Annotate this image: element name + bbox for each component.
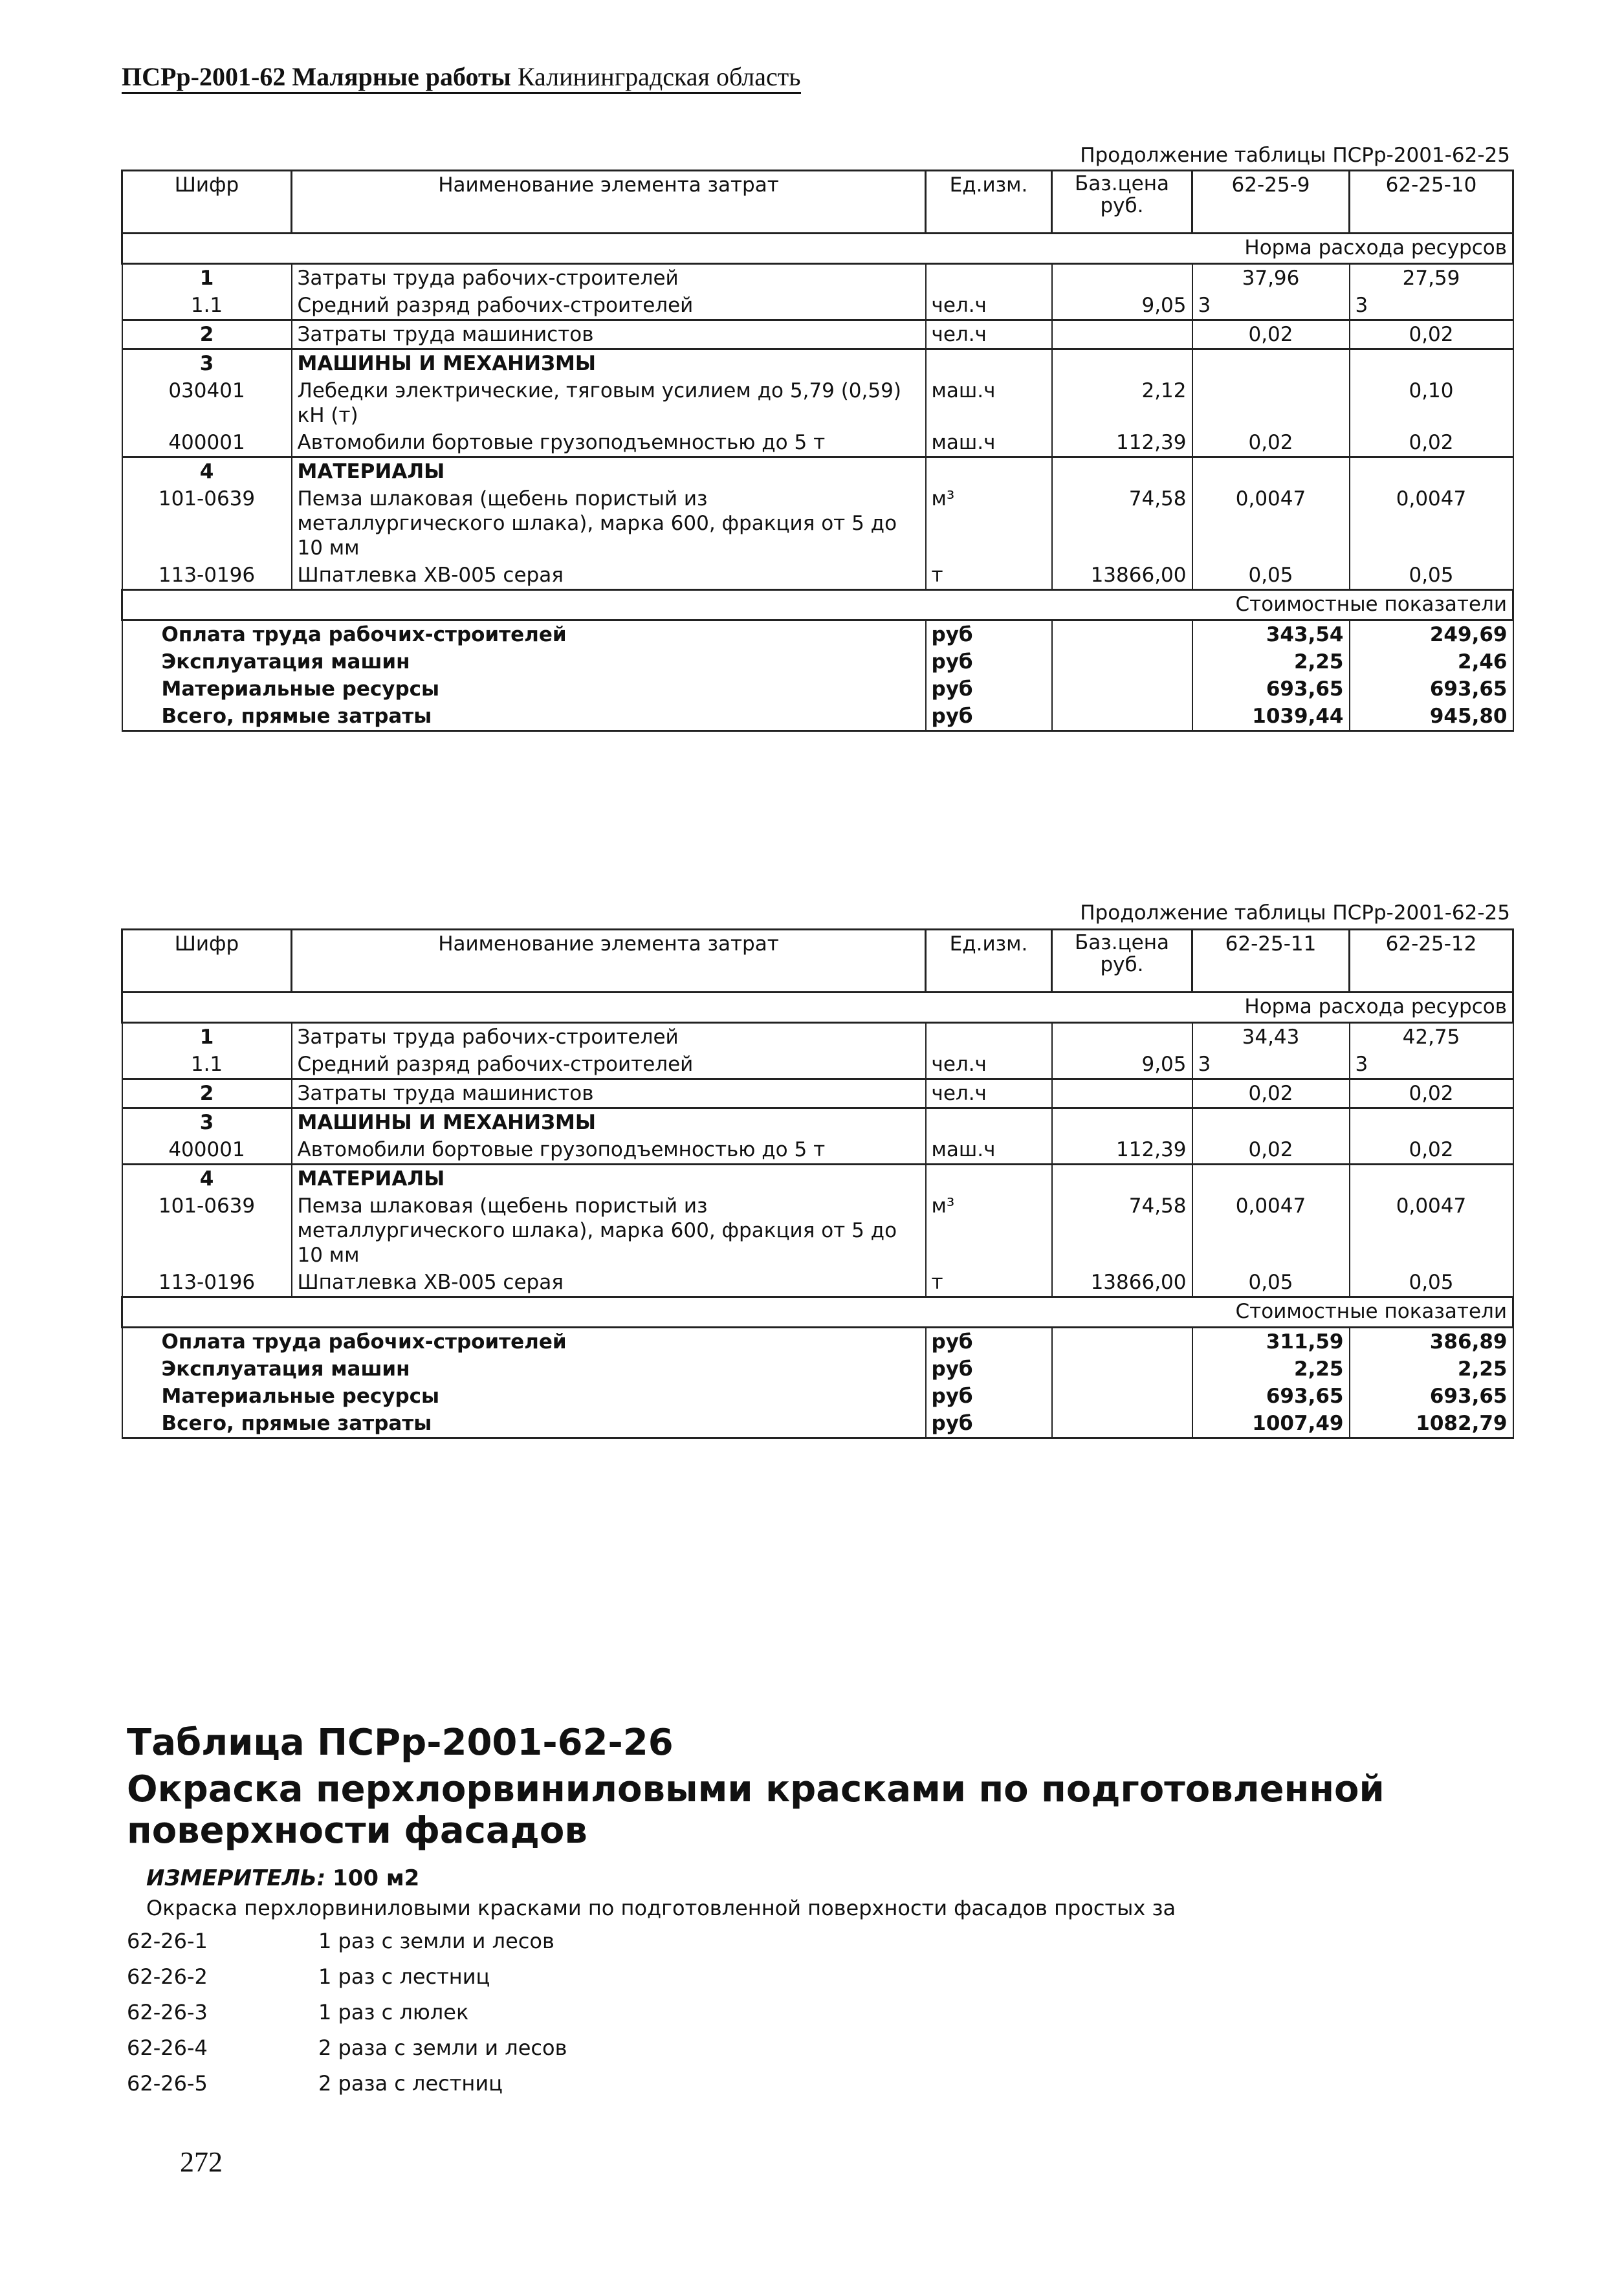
section-row — [122, 457, 1513, 486]
measure-label: ИЗМЕРИТЕЛЬ: — [146, 1865, 326, 1891]
total-row — [122, 675, 1513, 703]
total-value-a: 311,59 — [1192, 1328, 1350, 1356]
row-price — [1052, 1023, 1192, 1051]
row-code: 113-0196 — [122, 1269, 292, 1297]
row-name: Средний разряд рабочих-строителей — [292, 1051, 926, 1079]
table-row — [122, 1023, 1513, 1051]
row-price: 74,58 — [1052, 1192, 1192, 1269]
table-row — [122, 562, 1513, 590]
row-price: 13866,00 — [1052, 562, 1192, 590]
item-code: 62-26-5 — [127, 2071, 208, 2096]
table-subtitle-line2: поверхности фасадов — [127, 1810, 587, 1852]
col-header-b: 62-25-10 — [1350, 171, 1513, 234]
col-header-unit: Ед.изм. — [926, 171, 1052, 234]
total-unit: руб — [926, 1383, 1052, 1410]
row-unit: чел.ч — [926, 320, 1052, 349]
total-value-a: 2,25 — [1192, 1355, 1350, 1383]
section-row — [122, 1165, 1513, 1193]
table-row — [122, 377, 1513, 429]
row-value-b: 0,05 — [1350, 562, 1513, 590]
total-value-a: 1007,49 — [1192, 1410, 1350, 1438]
measure-line — [146, 1865, 419, 1891]
total-name: Эксплуатация машин — [122, 648, 926, 675]
row-name: МАШИНЫ И МЕХАНИЗМЫ — [292, 1108, 926, 1137]
total-row — [122, 703, 1513, 731]
row-value-a: 0,0047 — [1192, 1192, 1350, 1269]
row-unit: м³ — [926, 1192, 1052, 1269]
header-region: Калининградская область — [517, 62, 801, 91]
item-text: 1 раз с лестниц — [318, 1964, 490, 1989]
row-value-a: 0,0047 — [1192, 485, 1350, 562]
total-row — [122, 1410, 1513, 1438]
row-code: 101-0639 — [122, 1192, 292, 1269]
row-value-a — [1192, 377, 1350, 429]
list-item — [127, 1964, 567, 1999]
row-code: 1 — [122, 264, 292, 292]
continuation-label-2: Продолжение таблицы ПСРр-2001-62-25 — [1080, 901, 1510, 925]
total-unit: руб — [926, 675, 1052, 703]
table-row — [122, 1051, 1513, 1079]
row-value-a: 0,02 — [1192, 1136, 1350, 1165]
item-code: 62-26-3 — [127, 2000, 208, 2024]
total-row — [122, 648, 1513, 675]
total-value-b: 2,46 — [1350, 648, 1513, 675]
row-price — [1052, 264, 1192, 292]
continuation-label-1: Продолжение таблицы ПСРр-2001-62-25 — [1080, 144, 1510, 167]
total-name: Всего, прямые затраты — [122, 1410, 926, 1438]
total-value-b: 693,65 — [1350, 1383, 1513, 1410]
page-number: 272 — [180, 2146, 223, 2178]
total-unit: руб — [926, 1355, 1052, 1383]
total-value-a: 343,54 — [1192, 620, 1350, 649]
section-row — [122, 349, 1513, 378]
row-code: 4 — [122, 457, 292, 486]
row-price: 112,39 — [1052, 1136, 1192, 1165]
row-unit — [926, 264, 1052, 292]
row-value-b: 42,75 — [1350, 1023, 1513, 1051]
row-price: 112,39 — [1052, 429, 1192, 457]
total-value-b: 693,65 — [1350, 675, 1513, 703]
row-name: Затраты труда рабочих-строителей — [292, 1023, 926, 1051]
item-text: 1 раз с земли и лесов — [318, 1929, 554, 1953]
table-row — [122, 1192, 1513, 1269]
total-value-a: 1039,44 — [1192, 703, 1350, 731]
row-unit: м³ — [926, 485, 1052, 562]
row-value-b: 0,05 — [1350, 1269, 1513, 1297]
total-value-a: 2,25 — [1192, 648, 1350, 675]
section-row — [122, 1108, 1513, 1137]
col-header-base-price: Баз.цена руб. — [1052, 930, 1192, 993]
table-row — [122, 292, 1513, 320]
row-name: Затраты труда рабочих-строителей — [292, 264, 926, 292]
norm-label: Норма расхода ресурсов — [122, 993, 1513, 1023]
list-item — [127, 1999, 567, 2035]
norm-row — [122, 234, 1513, 264]
running-header — [122, 62, 801, 94]
resource-table-2 — [121, 928, 1514, 1439]
total-name: Материальные ресурсы — [122, 675, 926, 703]
total-row — [122, 620, 1513, 649]
row-value-b: 0,0047 — [1350, 1192, 1513, 1269]
total-name: Эксплуатация машин — [122, 1355, 926, 1383]
col-header-a: 62-25-9 — [1192, 171, 1350, 234]
norm-label: Норма расхода ресурсов — [122, 234, 1513, 264]
table-row — [122, 1136, 1513, 1165]
row-value-b: 3 — [1350, 292, 1513, 320]
col-header-name: Наименование элемента затрат — [292, 930, 926, 993]
table-row — [122, 320, 1513, 349]
total-value-b: 1082,79 — [1350, 1410, 1513, 1438]
row-code: 2 — [122, 1079, 292, 1108]
row-price: 9,05 — [1052, 292, 1192, 320]
row-name: Пемза шлаковая (щебень пористый из металлургического шлака), марка 600, фракция от 5 до 10 мм — [292, 1192, 926, 1269]
row-value-a: 0,02 — [1192, 320, 1350, 349]
row-code: 113-0196 — [122, 562, 292, 590]
row-name: Шпатлевка ХВ-005 серая — [292, 1269, 926, 1297]
total-value-a: 693,65 — [1192, 1383, 1350, 1410]
row-price: 9,05 — [1052, 1051, 1192, 1079]
row-name: Автомобили бортовые грузоподъемностью до 5 т — [292, 429, 926, 457]
total-value-a: 693,65 — [1192, 675, 1350, 703]
row-value-b: 0,02 — [1350, 1136, 1513, 1165]
total-name: Оплата труда рабочих-строителей — [122, 1328, 926, 1356]
row-code: 3 — [122, 1108, 292, 1137]
cost-label: Стоимостные показатели — [122, 1297, 1513, 1328]
header-code-title: ПСРр-2001-62 Малярные работы — [122, 62, 511, 91]
row-price — [1052, 1079, 1192, 1108]
row-code: 400001 — [122, 1136, 292, 1165]
item-code: 62-26-1 — [127, 1929, 208, 1953]
row-value-a: 0,05 — [1192, 1269, 1350, 1297]
total-value-b: 2,25 — [1350, 1355, 1513, 1383]
row-value-b: 0,02 — [1350, 429, 1513, 457]
row-name: Средний разряд рабочих-строителей — [292, 292, 926, 320]
table-title: Таблица ПСРр-2001-62-26 — [127, 1722, 674, 1764]
row-unit: маш.ч — [926, 377, 1052, 429]
row-value-b: 3 — [1350, 1051, 1513, 1079]
row-value-b: 0,02 — [1350, 1079, 1513, 1108]
norm-row — [122, 993, 1513, 1023]
row-code: 2 — [122, 320, 292, 349]
row-price: 2,12 — [1052, 377, 1192, 429]
resource-table-1 — [121, 170, 1514, 732]
item-text: 2 раза с лестниц — [318, 2071, 503, 2096]
table-row — [122, 1079, 1513, 1108]
row-value-a: 37,96 — [1192, 264, 1350, 292]
row-name: Затраты труда машинистов — [292, 1079, 926, 1108]
item-text: 1 раз с люлек — [318, 2000, 469, 2024]
row-code: 1.1 — [122, 292, 292, 320]
row-value-a: 3 — [1192, 292, 1350, 320]
list-item — [127, 2035, 567, 2070]
total-unit: руб — [926, 703, 1052, 731]
table-row — [122, 429, 1513, 457]
row-code: 1 — [122, 1023, 292, 1051]
row-name: МАТЕРИАЛЫ — [292, 1165, 926, 1193]
table-row — [122, 264, 1513, 292]
row-unit: чел.ч — [926, 1079, 1052, 1108]
table-row — [122, 1269, 1513, 1297]
total-name: Оплата труда рабочих-строителей — [122, 620, 926, 649]
measure-value: 100 м2 — [333, 1865, 420, 1891]
item-code: 62-26-4 — [127, 2035, 208, 2060]
cost-row — [122, 590, 1513, 620]
item-list — [127, 1928, 567, 2106]
row-unit: т — [926, 1269, 1052, 1297]
list-item — [127, 1928, 567, 1964]
row-code: 030401 — [122, 377, 292, 429]
col-header-unit: Ед.изм. — [926, 930, 1052, 993]
row-code: 4 — [122, 1165, 292, 1193]
total-unit: руб — [926, 620, 1052, 649]
item-text: 2 раза с земли и лесов — [318, 2035, 567, 2060]
row-value-a: 0,02 — [1192, 1079, 1350, 1108]
col-header-name: Наименование элемента затрат — [292, 171, 926, 234]
col-header-code: Шифр — [122, 930, 292, 993]
col-header-base-price: Баз.цена руб. — [1052, 171, 1192, 234]
row-name: Пемза шлаковая (щебень пористый из металлургического шлака), марка 600, фракция от 5 до 10 мм — [292, 485, 926, 562]
total-value-b: 945,80 — [1350, 703, 1513, 731]
section-intro: Окраска перхлорвиниловыми красками по подготовленной поверхности фасадов простых за — [146, 1896, 1176, 1920]
row-name: Шпатлевка ХВ-005 серая — [292, 562, 926, 590]
table-header-row — [122, 171, 1513, 234]
row-price — [1052, 320, 1192, 349]
row-price: 74,58 — [1052, 485, 1192, 562]
cost-label: Стоимостные показатели — [122, 590, 1513, 620]
total-value-b: 386,89 — [1350, 1328, 1513, 1356]
total-row — [122, 1328, 1513, 1356]
col-header-a: 62-25-11 — [1192, 930, 1350, 993]
row-name: Лебедки электрические, тяговым усилием до 5,79 (0,59) кН (т) — [292, 377, 926, 429]
total-unit: руб — [926, 1410, 1052, 1438]
row-unit: маш.ч — [926, 429, 1052, 457]
row-value-b: 0,0047 — [1350, 485, 1513, 562]
row-unit: чел.ч — [926, 292, 1052, 320]
total-value-b: 249,69 — [1350, 620, 1513, 649]
item-code: 62-26-2 — [127, 1964, 208, 1989]
col-header-b: 62-25-12 — [1350, 930, 1513, 993]
row-code: 1.1 — [122, 1051, 292, 1079]
row-value-a: 0,05 — [1192, 562, 1350, 590]
table-row — [122, 485, 1513, 562]
cost-row — [122, 1297, 1513, 1328]
col-header-code: Шифр — [122, 171, 292, 234]
row-value-b: 27,59 — [1350, 264, 1513, 292]
row-code: 3 — [122, 349, 292, 378]
table-header-row — [122, 930, 1513, 993]
row-unit: чел.ч — [926, 1051, 1052, 1079]
list-item — [127, 2070, 567, 2106]
row-unit: маш.ч — [926, 1136, 1052, 1165]
row-name: Затраты труда машинистов — [292, 320, 926, 349]
row-name: МАШИНЫ И МЕХАНИЗМЫ — [292, 349, 926, 378]
row-value-b: 0,10 — [1350, 377, 1513, 429]
row-code: 101-0639 — [122, 485, 292, 562]
total-name: Всего, прямые затраты — [122, 703, 926, 731]
row-name: МАТЕРИАЛЫ — [292, 457, 926, 486]
row-unit: т — [926, 562, 1052, 590]
table-subtitle-line1: Окраска перхлорвиниловыми красками по подготовленной — [127, 1768, 1385, 1810]
row-name: Автомобили бортовые грузоподъемностью до 5 т — [292, 1136, 926, 1165]
total-unit: руб — [926, 648, 1052, 675]
row-price: 13866,00 — [1052, 1269, 1192, 1297]
row-value-b: 0,02 — [1350, 320, 1513, 349]
total-name: Материальные ресурсы — [122, 1383, 926, 1410]
total-row — [122, 1355, 1513, 1383]
row-value-a: 3 — [1192, 1051, 1350, 1079]
row-value-a: 0,02 — [1192, 429, 1350, 457]
total-unit: руб — [926, 1328, 1052, 1356]
row-code: 400001 — [122, 429, 292, 457]
row-value-a: 34,43 — [1192, 1023, 1350, 1051]
total-row — [122, 1383, 1513, 1410]
row-unit — [926, 1023, 1052, 1051]
